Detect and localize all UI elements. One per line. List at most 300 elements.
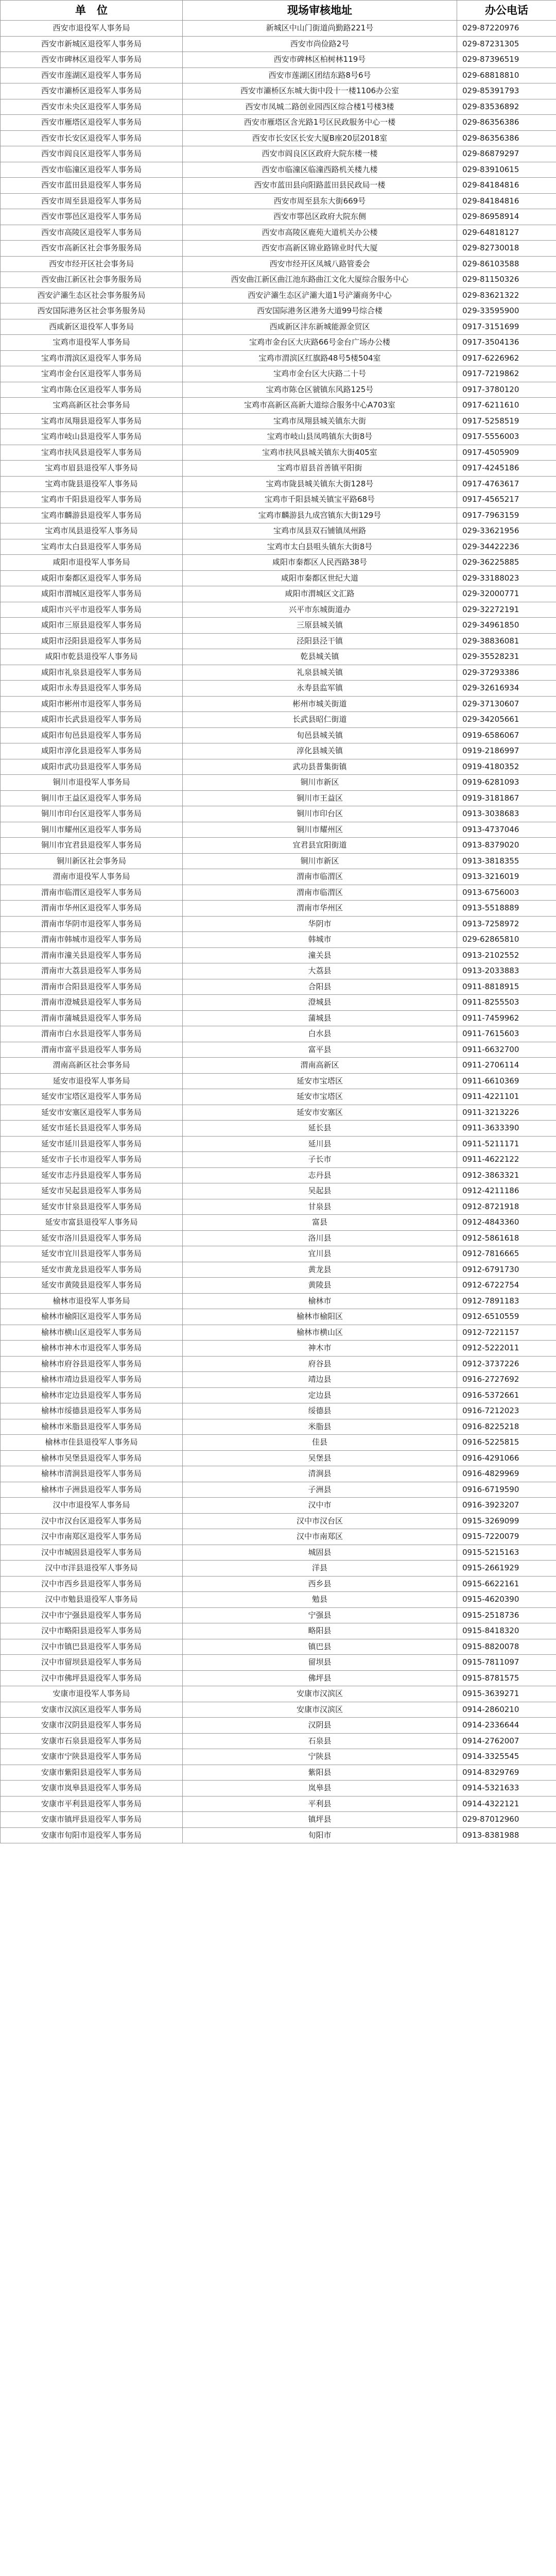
phone-cell: 0912-6722754 [457,1278,556,1294]
phone-cell: 0916-5372661 [457,1387,556,1403]
unit-name-cell: 汉中市汉台区退役军人事务局 [1,1513,183,1529]
address-cell: 泾阳县泾干镇 [183,633,457,649]
table-row [1,932,556,948]
address-cell: 白水县 [183,1026,457,1042]
address-cell: 西安市蓝田县向阳路蓝田县民政局一楼 [183,178,457,194]
table-row [1,665,556,681]
phone-cell: 0917-5258519 [457,413,556,429]
unit-name-cell: 榆林市吴堡县退役军人事务局 [1,1450,183,1466]
phone-cell: 0912-6791730 [457,1262,556,1278]
table-row [1,743,556,759]
unit-name-cell: 咸阳市渭城区退役军人事务局 [1,586,183,602]
table-row [1,555,556,571]
unit-name-cell: 咸阳市秦都区退役军人事务局 [1,570,183,586]
phone-cell: 029-32272191 [457,602,556,618]
address-cell: 宝鸡市凤翔县城关镇东大街 [183,413,457,429]
unit-name-cell: 汉中市佛坪县退役军人事务局 [1,1670,183,1686]
address-cell: 甘泉县 [183,1199,457,1215]
phone-cell: 0912-4211186 [457,1183,556,1199]
table-row [1,633,556,649]
unit-name-cell: 渭南市澄城县退役军人事务局 [1,995,183,1011]
header-phone: 办公电话 [457,1,556,21]
phone-cell: 0919-6586067 [457,727,556,743]
unit-name-cell: 咸阳市永寿县退役军人事务局 [1,681,183,697]
address-cell: 合阳县 [183,979,457,995]
unit-name-cell: 安康市紫阳县退役军人事务局 [1,1765,183,1781]
table-row [1,398,556,414]
table-row [1,1325,556,1341]
address-cell: 洛川县 [183,1230,457,1246]
table-row [1,1246,556,1262]
table-row [1,1341,556,1357]
unit-name-cell: 西安市雁塔区退役军人事务局 [1,115,183,131]
table-row [1,916,556,932]
table-row [1,885,556,901]
phone-cell: 029-82730018 [457,241,556,257]
address-cell: 宝鸡市岐山县凤鸣镇东大街8号 [183,429,457,445]
table-row [1,1089,556,1105]
phone-cell: 029-86103588 [457,256,556,272]
table-row [1,1529,556,1545]
address-cell: 咸阳市渭城区文汇路 [183,586,457,602]
address-cell: 西安市临潼区临潼西路机关楼九楼 [183,162,457,178]
phone-cell: 0915-8820078 [457,1639,556,1655]
address-cell: 西安市阎良区区政府大院东楼一楼 [183,146,457,162]
unit-name-cell: 咸阳市长武县退役军人事务局 [1,712,183,728]
address-cell: 平利县 [183,1796,457,1812]
unit-name-cell: 渭南市合阳县退役军人事务局 [1,979,183,995]
phone-cell: 029-84184816 [457,193,556,209]
unit-name-cell: 咸阳市兴平市退役军人事务局 [1,602,183,618]
unit-name-cell: 延安市延长县退役军人事务局 [1,1121,183,1137]
unit-name-cell: 宝鸡市岐山县退役军人事务局 [1,429,183,445]
address-cell: 汉中市 [183,1498,457,1514]
unit-name-cell: 西安市莲湖区退役军人事务局 [1,67,183,83]
address-cell: 长武县昭仁街道 [183,712,457,728]
phone-cell: 0912-3737226 [457,1356,556,1372]
table-row [1,1435,556,1451]
address-cell: 定边县 [183,1387,457,1403]
table-row [1,146,556,162]
table-row [1,1403,556,1419]
address-cell: 西安曲江新区曲江池东路曲江文化大厦综合服务中心 [183,272,457,288]
table-row [1,1199,556,1215]
phone-cell: 0912-3863321 [457,1167,556,1183]
table-row [1,1749,556,1765]
address-cell: 西安市尚俭路2号 [183,36,457,52]
phone-cell: 029-62865810 [457,932,556,948]
unit-name-cell: 榆林市退役军人事务局 [1,1293,183,1309]
address-cell: 西安市鄠邑区政府大院东侧 [183,209,457,225]
address-cell: 靖边县 [183,1372,457,1388]
unit-name-cell: 延安市安塞区退役军人事务局 [1,1105,183,1121]
unit-name-cell: 汉中市南郑区退役军人事务局 [1,1529,183,1545]
table-row [1,1781,556,1797]
unit-name-cell: 咸阳市彬州市退役军人事务局 [1,696,183,712]
address-cell: 绥德县 [183,1403,457,1419]
unit-name-cell: 渭南市潼关县退役军人事务局 [1,947,183,963]
address-cell: 蒲城县 [183,1010,457,1026]
phone-cell: 0917-6211610 [457,398,556,414]
table-row [1,83,556,99]
address-cell: 宝鸡市陇县城关镇东大街128号 [183,476,457,492]
address-cell: 宝鸡市渭滨区红旗路48号5楼504室 [183,350,457,366]
address-cell: 大荔县 [183,963,457,979]
phone-cell: 029-87220976 [457,21,556,37]
address-cell: 西安市凤城二路创业园西区综合楼1号楼3楼 [183,99,457,115]
table-row [1,1136,556,1152]
address-cell: 西安市莲湖区团结东路8号6号 [183,67,457,83]
unit-name-cell: 渭南市华阴市退役军人事务局 [1,916,183,932]
address-cell: 宜君县宜阳街道 [183,838,457,854]
address-cell: 汉中市南郑区 [183,1529,457,1545]
address-cell: 乾县城关镇 [183,649,457,665]
address-cell: 汉阴县 [183,1718,457,1734]
table-header-row [1,1,556,21]
address-cell: 潼关县 [183,947,457,963]
unit-name-cell: 延安市黄龙县退役军人事务局 [1,1262,183,1278]
address-cell: 榆林市横山区 [183,1325,457,1341]
address-cell: 延川县 [183,1136,457,1152]
table-row [1,492,556,508]
phone-cell: 0913-4737046 [457,822,556,838]
table-row [1,1010,556,1026]
unit-name-cell: 渭南高新区社会事务局 [1,1058,183,1074]
address-cell: 佛坪县 [183,1670,457,1686]
table-row [1,806,556,822]
unit-name-cell: 宝鸡市凤县退役军人事务局 [1,523,183,539]
unit-name-cell: 宝鸡市金台区退役军人事务局 [1,366,183,382]
phone-cell: 029-86356386 [457,115,556,131]
phone-cell: 0911-2706114 [457,1058,556,1074]
table-row [1,759,556,775]
phone-cell: 0912-5861618 [457,1230,556,1246]
unit-name-cell: 汉中市略阳县退役军人事务局 [1,1623,183,1639]
address-cell: 米脂县 [183,1419,457,1435]
phone-cell: 0916-5225815 [457,1435,556,1451]
unit-name-cell: 咸阳市礼泉县退役军人事务局 [1,665,183,681]
unit-name-cell: 延安市延川县退役军人事务局 [1,1136,183,1152]
address-cell: 铜川市耀州区 [183,822,457,838]
unit-name-cell: 榆林市子洲县退役军人事务局 [1,1482,183,1498]
unit-name-cell: 安康市平利县退役军人事务局 [1,1796,183,1812]
phone-cell: 0913-2102552 [457,947,556,963]
unit-name-cell: 榆林市米脂县退役军人事务局 [1,1419,183,1435]
address-cell: 榆林市 [183,1293,457,1309]
table-row [1,1592,556,1608]
address-cell: 留坝县 [183,1655,457,1671]
address-cell: 宝鸡市太白县咀头镇东大街8号 [183,539,457,555]
unit-name-cell: 西安市灞桥区退役军人事务局 [1,83,183,99]
table-row [1,1639,556,1655]
header-address: 现场审核地址 [183,1,457,21]
unit-name-cell: 渭南市韩城市退役军人事务局 [1,932,183,948]
address-cell: 宁强县 [183,1607,457,1623]
address-cell: 洋县 [183,1561,457,1577]
table-row [1,1073,556,1089]
phone-cell: 0917-7963159 [457,507,556,523]
phone-cell: 0911-7615603 [457,1026,556,1042]
address-cell: 宝鸡市扶风县城关镇东大街405室 [183,445,457,461]
address-cell: 志丹县 [183,1167,457,1183]
address-cell: 延长县 [183,1121,457,1137]
phone-cell: 0917-3151699 [457,319,556,335]
phone-cell: 0912-8721918 [457,1199,556,1215]
address-cell: 西安市雁塔区含光路1号区民政服务中心一楼 [183,115,457,131]
unit-name-cell: 榆林市榆阳区退役军人事务局 [1,1309,183,1325]
address-cell: 旬邑县城关镇 [183,727,457,743]
address-cell: 西安市高新区锦业路锦业时代大厦 [183,241,457,257]
table-row [1,507,556,523]
phone-cell: 0912-7891183 [457,1293,556,1309]
address-cell: 兴平市东城街道办 [183,602,457,618]
phone-cell: 0917-4245186 [457,461,556,477]
table-row [1,1152,556,1168]
table-row [1,901,556,917]
unit-name-cell: 渭南市退役军人事务局 [1,869,183,885]
unit-name-cell: 西安市高新区社会事务服务局 [1,241,183,257]
unit-name-cell: 宝鸡市麟游县退役军人事务局 [1,507,183,523]
phone-cell: 0916-2727692 [457,1372,556,1388]
address-cell: 勉县 [183,1592,457,1608]
table-row [1,1466,556,1482]
table-row [1,869,556,885]
phone-cell: 029-37293386 [457,665,556,681]
address-cell: 延安市安塞区 [183,1105,457,1121]
address-cell: 铜川市印台区 [183,806,457,822]
phone-cell: 029-83910615 [457,162,556,178]
address-cell: 渭南市临渭区 [183,869,457,885]
address-cell: 西安市高陵区鹿苑大道机关办公楼 [183,225,457,241]
unit-name-cell: 渭南市大荔县退役军人事务局 [1,963,183,979]
table-row [1,947,556,963]
unit-name-cell: 延安市黄陵县退役军人事务局 [1,1278,183,1294]
address-cell: 宁陕县 [183,1749,457,1765]
table-row [1,1686,556,1702]
unit-name-cell: 延安市吴起县退役军人事务局 [1,1183,183,1199]
table-row [1,649,556,665]
phone-cell: 029-33188023 [457,570,556,586]
address-cell: 黄陵县 [183,1278,457,1294]
table-row [1,1796,556,1812]
address-cell: 宝鸡市金台区大庆路66号金台广场办公楼 [183,335,457,351]
table-row [1,1561,556,1577]
table-row [1,1482,556,1498]
unit-name-cell: 咸阳市乾县退役军人事务局 [1,649,183,665]
address-cell: 佳县 [183,1435,457,1451]
phone-cell: 0915-8418320 [457,1623,556,1639]
table-row [1,241,556,257]
address-cell: 镇坪县 [183,1812,457,1828]
address-cell: 榆林市榆阳区 [183,1309,457,1325]
table-row [1,225,556,241]
table-row [1,696,556,712]
unit-name-cell: 渭南市临渭区退役军人事务局 [1,885,183,901]
unit-name-cell: 汉中市镇巴县退役军人事务局 [1,1639,183,1655]
address-cell: 富县 [183,1215,457,1231]
phone-cell: 0911-6610369 [457,1073,556,1089]
table-row [1,1121,556,1137]
table-row [1,1372,556,1388]
unit-name-cell: 咸阳市淳化县退役军人事务局 [1,743,183,759]
table-row [1,445,556,461]
address-cell: 黄龙县 [183,1262,457,1278]
unit-name-cell: 西安市蓝田县退役军人事务局 [1,178,183,194]
phone-cell: 029-32616934 [457,681,556,697]
unit-name-cell: 铜川新区社会事务局 [1,853,183,869]
unit-name-cell: 西安市临潼区退役军人事务局 [1,162,183,178]
unit-name-cell: 西安市阎良区退役军人事务局 [1,146,183,162]
phone-cell: 0916-4291066 [457,1450,556,1466]
address-cell: 西安市经开区凤城八路管委会 [183,256,457,272]
address-cell: 礼泉县城关镇 [183,665,457,681]
unit-name-cell: 宝鸡市陈仓区退役军人事务局 [1,382,183,398]
phone-cell: 0911-3633390 [457,1121,556,1137]
table-row [1,979,556,995]
phone-cell: 0917-4763617 [457,476,556,492]
unit-name-cell: 咸阳市泾阳县退役军人事务局 [1,633,183,649]
table-row [1,775,556,791]
address-cell: 咸阳市秦都区世纪大道 [183,570,457,586]
table-row [1,1387,556,1403]
address-cell: 铜川市新区 [183,853,457,869]
phone-cell: 0917-4505909 [457,445,556,461]
unit-name-cell: 榆林市靖边县退役军人事务局 [1,1372,183,1388]
phone-cell: 029-84184816 [457,178,556,194]
phone-cell: 0916-6719590 [457,1482,556,1498]
address-cell: 三原县城关镇 [183,618,457,634]
address-cell: 延安市宝塔区 [183,1089,457,1105]
phone-cell: 0911-7459962 [457,1010,556,1026]
phone-cell: 0915-8781575 [457,1670,556,1686]
phone-cell: 0915-2661929 [457,1561,556,1577]
table-row [1,1356,556,1372]
address-cell: 永寿县监军镇 [183,681,457,697]
table-body [1,21,556,1843]
phone-cell: 029-86958914 [457,209,556,225]
phone-cell: 0917-3780120 [457,382,556,398]
phone-cell: 0914-3325545 [457,1749,556,1765]
address-cell: 宝鸡市麟游县九成宫镇东大街129号 [183,507,457,523]
table-row [1,382,556,398]
unit-name-cell: 榆林市定边县退役军人事务局 [1,1387,183,1403]
unit-name-cell: 西安市高陵区退役军人事务局 [1,225,183,241]
address-cell: 西安市长安区长安大厦B座20层2018室 [183,130,457,146]
phone-cell: 0913-8379020 [457,838,556,854]
table-row [1,52,556,68]
unit-name-cell: 榆林市横山区退役军人事务局 [1,1325,183,1341]
table-row [1,1230,556,1246]
phone-cell: 0913-2033883 [457,963,556,979]
unit-name-cell: 延安市志丹县退役军人事务局 [1,1167,183,1183]
table-row [1,115,556,131]
phone-cell: 0913-6756003 [457,885,556,901]
phone-cell: 0913-3038683 [457,806,556,822]
phone-cell: 029-35528231 [457,649,556,665]
unit-name-cell: 西安浐灞生态区社会事务服务局 [1,287,183,303]
unit-name-cell: 咸阳市退役军人事务局 [1,555,183,571]
unit-name-cell: 延安市洛川县退役军人事务局 [1,1230,183,1246]
table-row [1,539,556,555]
phone-cell: 0913-8381988 [457,1827,556,1843]
unit-name-cell: 榆林市佳县退役军人事务局 [1,1435,183,1451]
unit-name-cell: 咸阳市旬邑县退役军人事务局 [1,727,183,743]
phone-cell: 029-87012960 [457,1812,556,1828]
table-row [1,602,556,618]
unit-name-cell: 西安国际港务区社会事务服务局 [1,303,183,319]
phone-cell: 0911-3213226 [457,1105,556,1121]
table-row [1,1513,556,1529]
table-row [1,209,556,225]
phone-cell: 0919-3181867 [457,790,556,806]
unit-name-cell: 安康市镇坪县退役军人事务局 [1,1812,183,1828]
header-unit: 单 位 [1,1,183,21]
phone-cell: 0917-4565217 [457,492,556,508]
phone-cell: 0915-4620390 [457,1592,556,1608]
phone-cell: 029-86356386 [457,130,556,146]
unit-name-cell: 铜川市退役军人事务局 [1,775,183,791]
address-cell: 铜川市王益区 [183,790,457,806]
phone-cell: 0913-3818355 [457,853,556,869]
table-row [1,1670,556,1686]
address-cell: 渭南市临渭区 [183,885,457,901]
phone-cell: 0916-4829969 [457,1466,556,1482]
table-row [1,1183,556,1199]
phone-cell: 0911-4221101 [457,1089,556,1105]
phone-cell: 029-86879297 [457,146,556,162]
unit-name-cell: 西安市周至县退役军人事务局 [1,193,183,209]
phone-cell: 029-87396519 [457,52,556,68]
address-cell: 渭南高新区 [183,1058,457,1074]
unit-name-cell: 延安市宜川县退役军人事务局 [1,1246,183,1262]
phone-cell: 0919-4180352 [457,759,556,775]
table-row [1,1718,556,1734]
phone-cell: 0911-6632700 [457,1042,556,1058]
unit-name-cell: 渭南市白水县退役军人事务局 [1,1026,183,1042]
table-row [1,67,556,83]
address-cell: 西安浐灞生态区浐灞大道1号浐灞商务中心 [183,287,457,303]
table-row [1,1278,556,1294]
address-cell: 紫阳县 [183,1765,457,1781]
phone-cell: 029-83621322 [457,287,556,303]
table-row [1,838,556,854]
address-cell: 宝鸡市眉县首善镇平阳街 [183,461,457,477]
address-cell: 西咸新区沣东新城能源金贸区 [183,319,457,335]
table-row [1,1419,556,1435]
address-cell: 子洲县 [183,1482,457,1498]
unit-name-cell: 安康市岚皋县退役军人事务局 [1,1781,183,1797]
address-cell: 渭南市华州区 [183,901,457,917]
unit-name-cell: 榆林市府谷县退役军人事务局 [1,1356,183,1372]
phone-cell: 0914-2336644 [457,1718,556,1734]
address-cell: 吴起县 [183,1183,457,1199]
address-cell: 西安市灞桥区东城大街中段十一楼1106办公室 [183,83,457,99]
table-row [1,618,556,634]
unit-name-cell: 宝鸡市陇县退役军人事务局 [1,476,183,492]
unit-name-cell: 铜川市宜君县退役军人事务局 [1,838,183,854]
table-row [1,570,556,586]
phone-cell: 029-85391793 [457,83,556,99]
address-cell: 淳化县城关镇 [183,743,457,759]
table-row [1,963,556,979]
phone-cell: 0912-6510559 [457,1309,556,1325]
unit-name-cell: 安康市宁陕县退役军人事务局 [1,1749,183,1765]
phone-cell: 0913-5518889 [457,901,556,917]
phone-cell: 0912-7816665 [457,1246,556,1262]
table-row [1,1293,556,1309]
table-row [1,1450,556,1466]
table-row [1,319,556,335]
